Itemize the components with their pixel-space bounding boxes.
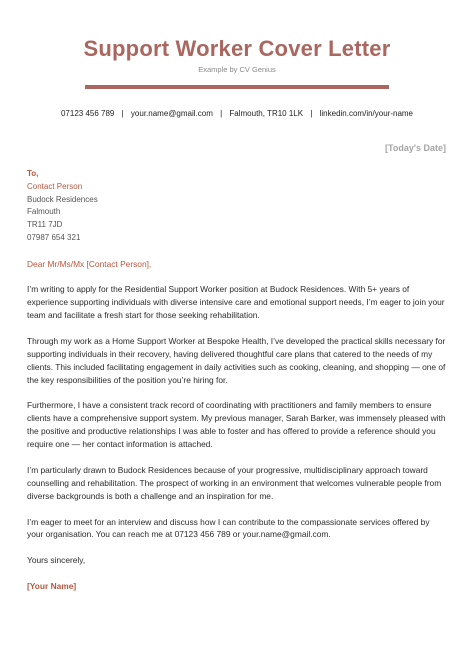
document-subtitle: Example by CV Genius xyxy=(198,65,276,74)
letter-paragraph: Through my work as a Home Support Worker at Bespoke Health, I’ve developed the practical skills necessary for supporting individuals in their recovery, having delivered thoughtful care plans that catered to the needs of my clients. This included facilitating engagement in daily activities such as cooking, cleaning, and shopping — one of the key responsibilities of the position you’re hiring for. xyxy=(27,335,446,385)
letter-paragraph: I’m writing to apply for the Residential Support Worker position at Budock Residences. With 5+ years of experience supporting individuals with diverse intensive care and emotional support needs, I’m eager to join your team and facilitate a fresh start for those seeking rehabilitation. xyxy=(27,284,445,321)
contact-separator: | xyxy=(310,109,313,118)
title-divider xyxy=(85,85,389,89)
recipient-town: Falmouth xyxy=(27,207,61,217)
letter-body xyxy=(27,258,447,606)
letter-closing: Yours sincerely, xyxy=(27,555,86,566)
contact-line xyxy=(0,109,474,118)
letter-paragraph: Furthermore, I have a consistent track record of coordinating with practitioners and family members to ensure clients have a comprehensive support system. My previous manager, Sarah Barker, was immensely pleased with the positive and productive relationships I was able to foster and has offered to provide a reference should you require one — her contact information is attached. xyxy=(27,400,446,450)
contact-linkedin: linkedin.com/in/your-name xyxy=(319,109,413,118)
contact-separator: | xyxy=(220,109,223,118)
recipient-to-label: To, xyxy=(27,169,39,178)
recipient-contact-person: Contact Person xyxy=(27,181,83,191)
letter-greeting: Dear Mr/Ms/Mx [Contact Person], xyxy=(27,259,152,269)
document-title: Support Worker Cover Letter xyxy=(83,36,391,61)
letter-paragraph: I’m particularly drawn to Budock Residences because of your progressive, multidisciplinary approach toward counselling and rehabilitation. The prospect of working in an environment that welcomes vulnerable people from diverse backgrounds is both a challenge and an inspiration for me. xyxy=(27,464,442,501)
recipient-company: Budock Residences xyxy=(27,194,98,204)
contact-phone: 07123 456 789 xyxy=(60,109,115,118)
letter-date: [Today's Date] xyxy=(385,143,446,153)
contact-location: Falmouth, TR10 1LK xyxy=(229,109,304,118)
contact-email: your.name@gmail.com xyxy=(130,109,213,118)
letter-paragraph: I’m eager to meet for an interview and discuss how I can contribute to the compassionate services offered by your organisation. You can reach me at 07123 456 789 or your.name@gmail.com. xyxy=(27,516,430,540)
letter-signature: [Your Name] xyxy=(27,581,77,592)
recipient-phone: 07987 654 321 xyxy=(27,232,81,242)
recipient-block xyxy=(27,168,98,245)
contact-separator: | xyxy=(121,109,124,118)
recipient-postcode: TR11 7JD xyxy=(27,220,63,230)
